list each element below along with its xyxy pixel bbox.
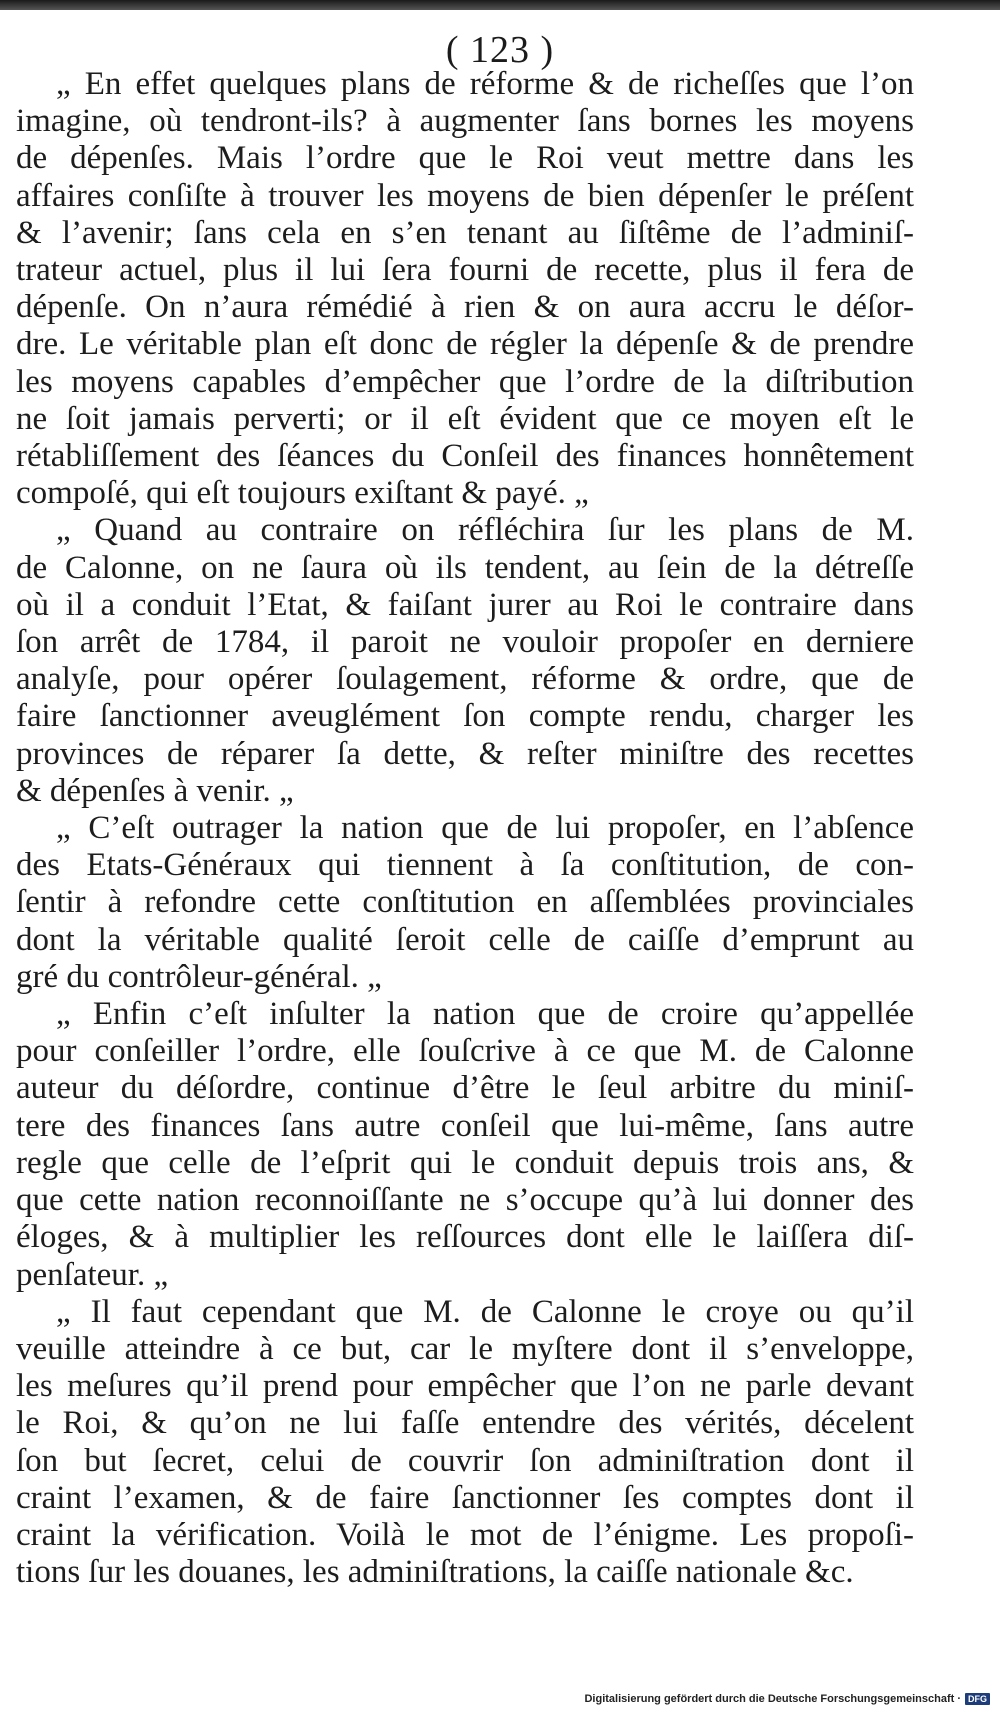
text-line: „ C’eſt outrager la nation que de lui propoſer, en l’abſence [56,810,914,847]
text-line: imagine, où tendront-ils? à augmenter ſans bornes les moyens [16,103,914,140]
credit-text: Digitalisierung gefördert durch die Deutsche Forschungsgemeinschaft · [584,1693,961,1705]
text-line: provinces de réparer ſa dette, & reſter miniſtre des recettes [16,735,914,772]
text-line: veuille atteindre à ce but, car le myſtere dont il s’enveloppe, [16,1330,914,1367]
paragraph [16,512,914,810]
text-line: de dépenſes. Mais l’ordre que le Roi veut mettre dans les [16,140,914,177]
text-line: dépenſe. On n’aura rémédié à rien & on aura accru le déſor- [16,289,914,326]
text-line: le Roi, & qu’on ne lui faſſe entendre des vérités, décelent [16,1405,914,1442]
text-line: „ Quand au contraire on réfléchira ſur les plans de M. [56,512,914,549]
text-line: „ En effet quelques plans de réforme & de richeſſes que l’on [56,66,914,102]
text-line: auteur du déſordre, continue d’être le ſeul arbitre du miniſ- [16,1070,914,1107]
text-line: ne ſoit jamais perverti; or il eſt évident que ce moyen eſt le [16,400,914,437]
page-number: ( 123 ) [445,29,555,71]
paragraph [16,1294,914,1592]
text-line: où il a conduit l’Etat, & faiſant jurer au Roi le contraire dans [16,586,914,623]
text-line: „ Il faut cependant que M. de Calonne le croye ou qu’il [56,1293,914,1330]
text-line: & dépenſes à venir. „ [16,772,294,809]
page-top-border [0,0,1000,10]
text-line: les meſures qu’il prend pour empêcher que l’on ne parle devant [16,1368,914,1405]
text-line: compoſé, qui eſt toujours exiſtant & payé. „ [16,475,589,512]
paragraph [16,66,914,512]
text-line: dont la véritable qualité ſeroit celle de caiſſe d’emprunt au [16,921,914,958]
body-text [16,66,914,1591]
paragraph [16,996,914,1294]
text-line: affaires conſiſte à trouver les moyens de bien dépenſer le préſent [16,177,914,214]
text-line: de Calonne, on ne ſaura où ils tendent, au ſein de la détreſſe [16,549,914,586]
text-line: que cette nation reconnoiſſante ne s’occupe qu’à lui donner des [16,1182,914,1219]
text-line: dre. Le véritable plan eſt donc de régler la dépenſe & de prendre [16,326,914,363]
text-line: faire ſanctionner aveuglément ſon compte rendu, charger les [16,698,914,735]
text-line: les moyens capables d’empêcher que l’ordre de la diſtribution [16,363,914,400]
text-line: penſateur. „ [16,1256,169,1293]
text-line: ſentir à refondre cette conſtitution en aſſemblées provinciales [16,884,914,921]
text-line: regle que celle de l’eſprit qui le conduit depuis trois ans, & [16,1144,914,1181]
text-line: gré du contrôleur-général. „ [16,958,382,995]
text-line: pour conſeiller l’ordre, elle ſouſcrive à ce que M. de Calonne [16,1033,914,1070]
text-line: craint la vérification. Voilà le mot de l’énigme. Les propoſi- [16,1516,914,1553]
text-line: éloges, & à multiplier les reſſources dont elle le laiſſera diſ- [16,1219,914,1256]
text-line: rétabliſſement des ſéances du Conſeil des finances honnêtement [16,438,914,475]
digitization-credit [584,1693,990,1705]
text-line: „ Enfin c’eſt inſulter la nation que de croire qu’appellée [56,996,914,1033]
text-line: tere des finances ſans autre conſeil que lui-même, ſans autre [16,1107,914,1144]
dfg-logo-icon: DFG [965,1693,990,1705]
text-line: craint l’examen, & de faire ſanctionner ſes comptes dont il [16,1479,914,1516]
text-line: & l’avenir; ſans cela en s’en tenant au ſiſtême de l’adminiſ- [16,214,914,251]
text-line: analyſe, pour opérer ſoulagement, réforme & ordre, que de [16,661,914,698]
text-line: ſon but ſecret, celui de couvrir ſon adminiſtration dont il [16,1442,914,1479]
text-line: trateur actuel, plus il lui ſera fourni de recette, plus il fera de [16,252,914,289]
text-line: ſon arrêt de 1784, il paroit ne vouloir propoſer en derniere [16,624,914,661]
text-line: tions ſur les douanes, les adminiſtrations, la caiſſe nationale &c. [16,1554,854,1591]
text-line: des Etats-Généraux qui tiennent à ſa conſtitution, de con- [16,847,914,884]
paragraph [16,810,914,996]
